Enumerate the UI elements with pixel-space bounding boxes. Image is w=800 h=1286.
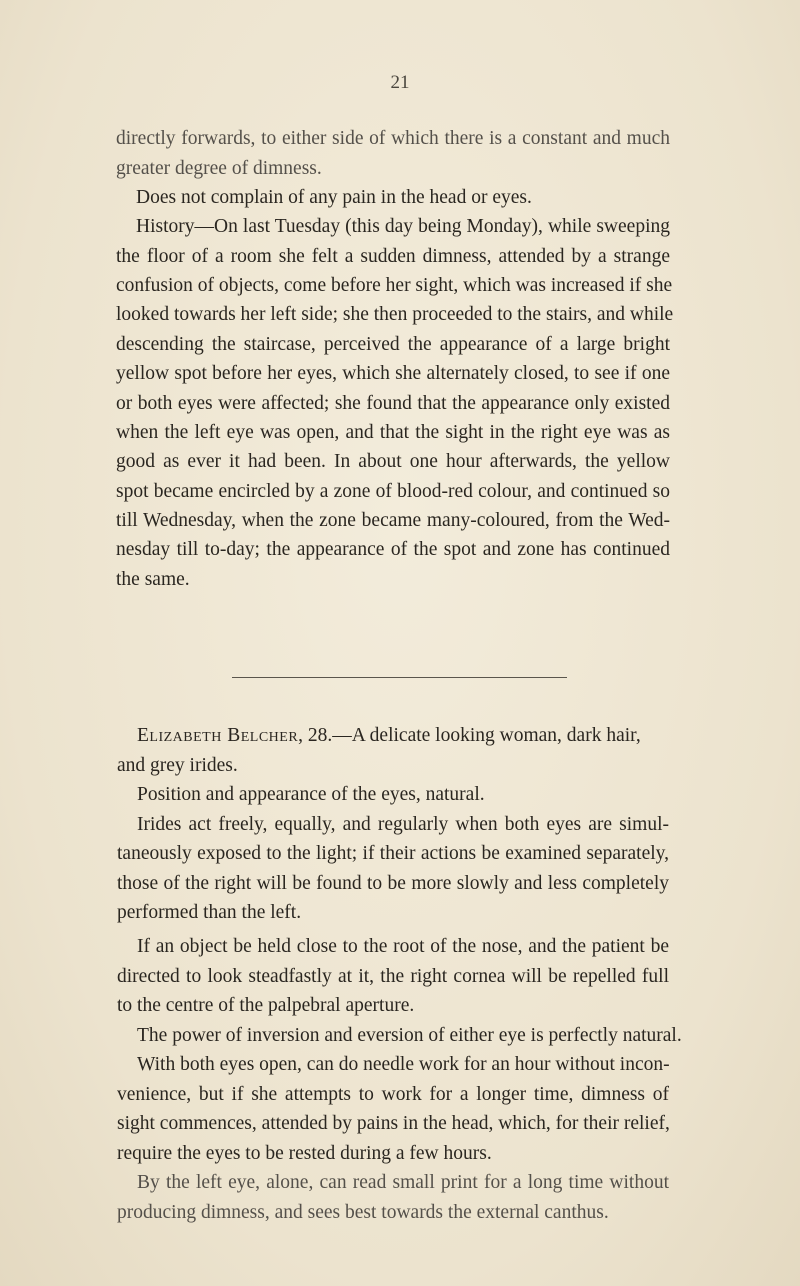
text-line: when the left eye was open, and that the sight in the right eye was as <box>116 422 670 443</box>
text-line: performed than the left. <box>117 902 302 923</box>
text-line: Position and appearance of the eyes, natural. <box>137 784 485 805</box>
text-line: The power of inversion and eversion of either eye is perfectly natural. <box>137 1025 682 1046</box>
text-line: History—On last Tuesday (this day being Monday), while sweeping <box>136 216 670 237</box>
text-line: the floor of a room she felt a sudden dimness, attended by a strange <box>116 246 670 267</box>
text-line: or both eyes were affected; she found that the appearance only existed <box>116 393 670 414</box>
text-line: nesday till to-day; the appearance of the spot and zone has continued <box>116 539 670 560</box>
text-line: producing dimness, and sees best towards the external canthus. <box>117 1202 609 1223</box>
text-line: and grey irides. <box>117 755 238 776</box>
text-line: confusion of objects, come before her sight, which was increased if she <box>116 275 673 296</box>
text-line: venience, but if she attempts to work for a longer time, dimness of <box>117 1084 669 1105</box>
text-line: the same. <box>116 569 190 590</box>
text-line: Does not complain of any pain in the head or eyes. <box>136 187 532 208</box>
page-number: 21 <box>390 72 410 93</box>
text-line: With both eyes open, can do needle work for an hour without incon- <box>137 1054 670 1075</box>
case-heading-line <box>137 721 641 751</box>
text-line: good as ever it had been. In about one hour afterwards, the yellow <box>116 451 670 472</box>
text-line: spot became encircled by a zone of blood-red colour, and continued so <box>116 481 670 502</box>
text-line: taneously exposed to the light; if their actions be examined separately, <box>117 843 669 864</box>
text-line: directly forwards, to either side of which there is a constant and much <box>116 128 670 149</box>
text-line: sight commences, attended by pains in the head, which, for their relief, <box>117 1113 670 1134</box>
text-line: descending the staircase, perceived the appearance of a large bright <box>116 334 670 355</box>
section-divider <box>232 677 567 678</box>
patient-name: Elizabeth Belcher <box>137 725 299 746</box>
text-line: till Wednesday, when the zone became many-coloured, from the Wed- <box>116 510 670 531</box>
text-line: yellow spot before her eyes, which she alternately closed, to see if one <box>116 363 670 384</box>
text-line: to the centre of the palpebral aperture. <box>117 995 415 1016</box>
text-line: By the left eye, alone, can read small print for a long time without <box>137 1172 669 1193</box>
text-line: If an object be held close to the root of the nose, and the patient be <box>137 936 669 957</box>
text-line: greater degree of dimness. <box>116 158 322 179</box>
text-line: directed to look steadfastly at it, the right cornea will be repelled full <box>117 966 669 987</box>
text-line: those of the right will be found to be more slowly and less completely <box>117 873 669 894</box>
text-line: require the eyes to be rested during a few hours. <box>117 1143 492 1164</box>
text-line: Irides act freely, equally, and regularly when both eyes are simul- <box>137 814 669 835</box>
text-line: looked towards her left side; she then proceeded to the stairs, and while <box>116 304 674 325</box>
heading-text: , 28.—A delicate looking woman, dark hair, <box>298 725 641 746</box>
